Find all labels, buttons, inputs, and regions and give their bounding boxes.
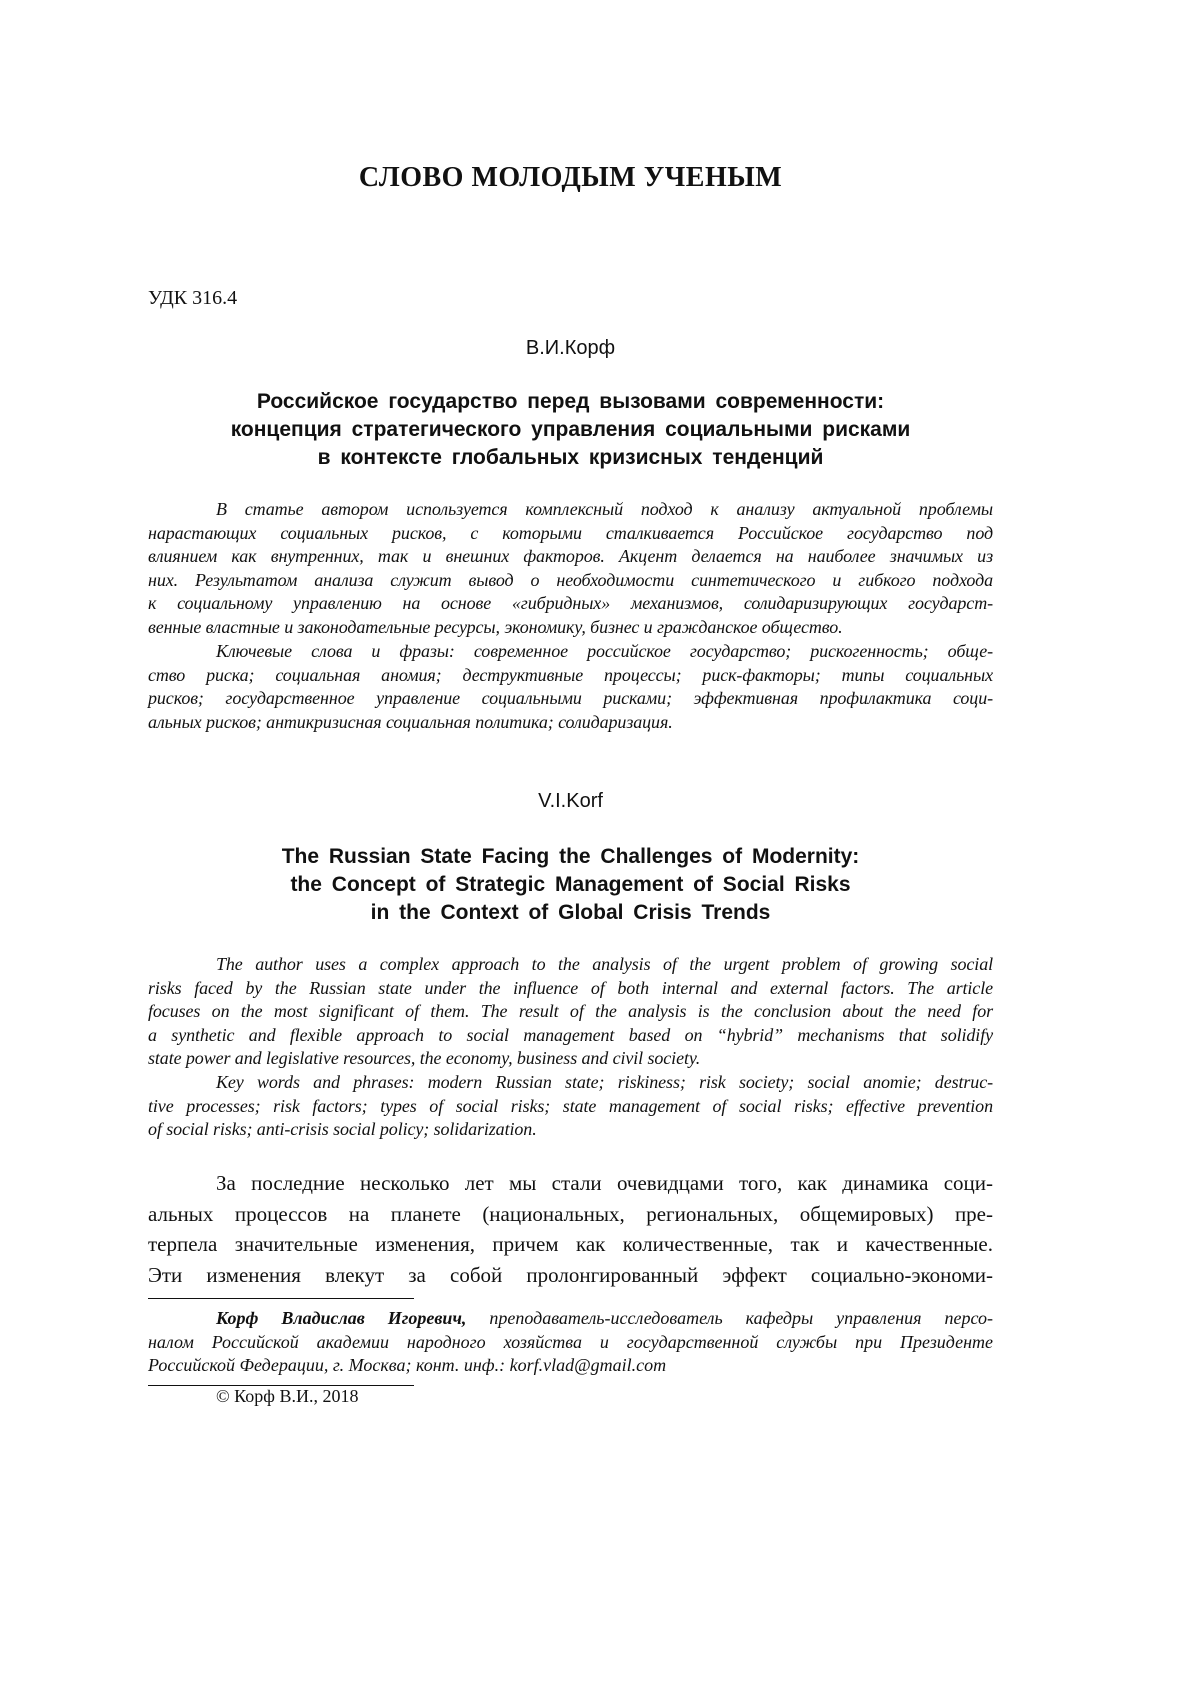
keywords-line: рисков; государственное управление социальными рисками; эффективная профилактика соци-	[148, 688, 993, 709]
abstract-line: них. Результатом анализа служит вывод о необходимости синтетического и гибкого подхода	[148, 569, 993, 590]
keywords-line: Key words and phrases: modern Russian state; riskiness; risk society; social anomie; destruc-	[216, 1072, 993, 1092]
footnote-author-name: Корф Владислав Игоревич,	[216, 1308, 467, 1328]
keywords-line: ство риска; социальная аномия; деструктивные процессы; риск-факторы; типы социальных	[148, 664, 993, 685]
author-footnote	[148, 1307, 993, 1378]
title-line: концепция стратегического управления социальными рисками	[230, 418, 911, 441]
author-en: V.I.Korf	[538, 790, 603, 812]
abstract-line: В статье автором используется комплексный подход к анализу актуальной проблемы	[216, 499, 993, 519]
keywords-line: of social risks; anti-crisis social policy; solidarization.	[148, 1119, 537, 1140]
footnote-divider	[148, 1298, 414, 1299]
abstract-line: The author uses a complex approach to the analysis of the urgent problem of growing social	[216, 954, 993, 974]
article-title-en	[148, 843, 993, 927]
footnote-line: налом Российской академии народного хозяйства и государственной службы при Президенте	[148, 1331, 993, 1352]
article-title-ru	[148, 388, 993, 472]
section-title: СЛОВО МОЛОДЫМ УЧЕНЫМ	[358, 162, 783, 193]
abstract-en	[148, 953, 993, 1071]
title-line: The Russian State Facing the Challenges of Modernity:	[281, 845, 860, 868]
copyright: © Корф В.И., 2018	[216, 1386, 359, 1406]
abstract-ru	[148, 498, 993, 640]
keywords-line: Ключевые слова и фразы: современное российское государство; рискогенность; обще-	[216, 641, 993, 661]
keywords-ru	[148, 640, 993, 734]
body-text	[148, 1168, 993, 1291]
abstract-line: венные властные и законодательные ресурсы, экономику, бизнес и гражданское общество.	[148, 616, 843, 637]
udk-code: УДК 316.4	[148, 287, 238, 309]
body-line: За последние несколько лет мы стали очевидцами того, как динамика соци-	[216, 1171, 993, 1195]
abstract-line: к социальному управлению на основе «гибридных» механизмов, солидаризирующих государст-	[148, 593, 993, 614]
title-line: in the Context of Global Crisis Trends	[370, 901, 771, 924]
body-line: терпела значительные изменения, причем как количественные, так и качественные.	[148, 1232, 993, 1257]
title-line: в контексте глобальных кризисных тенденций	[317, 446, 824, 469]
title-line: the Concept of Strategic Management of Social Risks	[290, 873, 851, 896]
abstract-line: нарастающих социальных рисков, с которыми сталкивается Российское государство под	[148, 522, 993, 543]
keywords-line: альных рисков; антикризисная социальная политика; солидаризация.	[148, 711, 673, 732]
keywords-en	[148, 1071, 993, 1142]
footnote-line: преподаватель-исследователь кафедры управления персо-	[466, 1308, 994, 1328]
footnote-line: Российской Федерации, г. Москва; конт. инф.: korf.vlad@gmail.com	[148, 1355, 667, 1375]
abstract-line: focuses on the most significant of them. The result of the analysis is the conclusion about the need for	[148, 1001, 993, 1022]
body-line: Эти изменения влекут за собой пролонгированный эффект социально-экономи-	[148, 1263, 993, 1288]
abstract-line: a synthetic and flexible approach to social management based on “hybrid” mechanisms that solidify	[148, 1024, 993, 1045]
abstract-line: влиянием как внутренних, так и внешних факторов. Акцент делается на наиболее значимых из	[148, 546, 993, 567]
abstract-line: risks faced by the Russian state under the influence of both internal and external factors. The article	[148, 977, 993, 998]
title-line: Российское государство перед вызовами современности:	[256, 390, 885, 413]
author-ru: В.И.Корф	[525, 337, 616, 359]
abstract-line: state power and legislative resources, the economy, business and civil society.	[148, 1048, 701, 1069]
body-line: альных процессов на планете (национальных, региональных, общемировых) пре-	[148, 1201, 993, 1226]
keywords-line: tive processes; risk factors; types of social risks; state management of social risks; effective prevention	[148, 1095, 993, 1116]
